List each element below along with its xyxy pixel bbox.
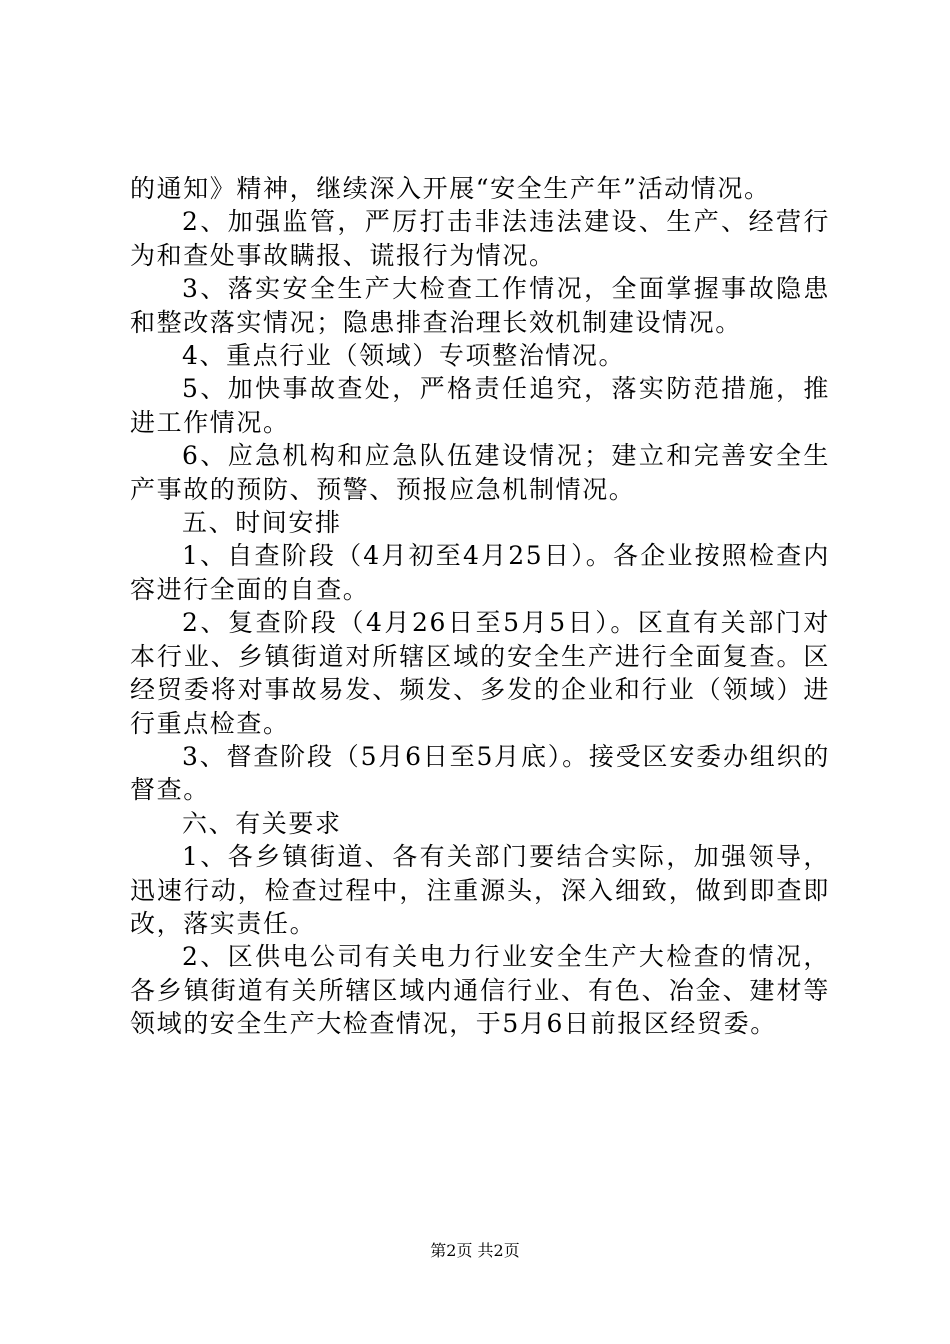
section-heading-requirements: 六、有关要求 [182, 808, 342, 838]
document-body [130, 172, 830, 1041]
paragraph-schedule-1: 1、自查阶段（4月初至4月25日）。各企业按照检查内容进行全面的自查。 [130, 541, 830, 604]
paragraph-item-2: 2、加强监管，严厉打击非法违法建设、生产、经营行为和查处事故瞒报、谎报行为情况。 [130, 207, 830, 270]
page-number-label: 第2页 共2页 [430, 1241, 520, 1260]
paragraph-continuation: 的通知》精神，继续深入开展“安全生产年”活动情况。 [130, 174, 771, 203]
paragraph-item-5: 5、加快事故查处，严格责任追究，落实防范措施，推进工作情况。 [130, 374, 830, 437]
section-heading-schedule: 五、时间安排 [182, 508, 342, 538]
paragraph-item-6: 6、应急机构和应急队伍建设情况；建立和完善安全生产事故的预防、预警、预报应急机制情况。 [130, 441, 830, 504]
paragraph-schedule-2: 2、复查阶段（4月26日至5月5日）。区直有关部门对本行业、乡镇街道对所辖区域的安全生产进行全面复查。区经贸委将对事故易发、频发、多发的企业和行业（领域）进行重点检查。 [130, 608, 830, 738]
paragraph-schedule-3: 3、督查阶段（5月6日至5月底）。接受区安委办组织的督查。 [130, 741, 830, 805]
paragraph-item-3: 3、落实安全生产大检查工作情况，全面掌握事故隐患和整改落实情况；隐患排查治理长效机制建设情况。 [130, 274, 830, 337]
paragraph-requirement-2: 2、区供电公司有关电力行业安全生产大检查的情况，各乡镇街道有关所辖区域内通信行业、有色、冶金、建材等领域的安全生产大检查情况，于5月6日前报区经贸委。 [130, 942, 830, 1039]
paragraph-item-4: 4、重点行业（领域）专项整治情况。 [182, 341, 626, 371]
paragraph-requirement-1: 1、各乡镇街道、各有关部门要结合实际，加强领导，迅速行动，检查过程中，注重源头，深入细致，做到即查即改，落实责任。 [130, 842, 830, 938]
page-footer [0, 1238, 950, 1261]
